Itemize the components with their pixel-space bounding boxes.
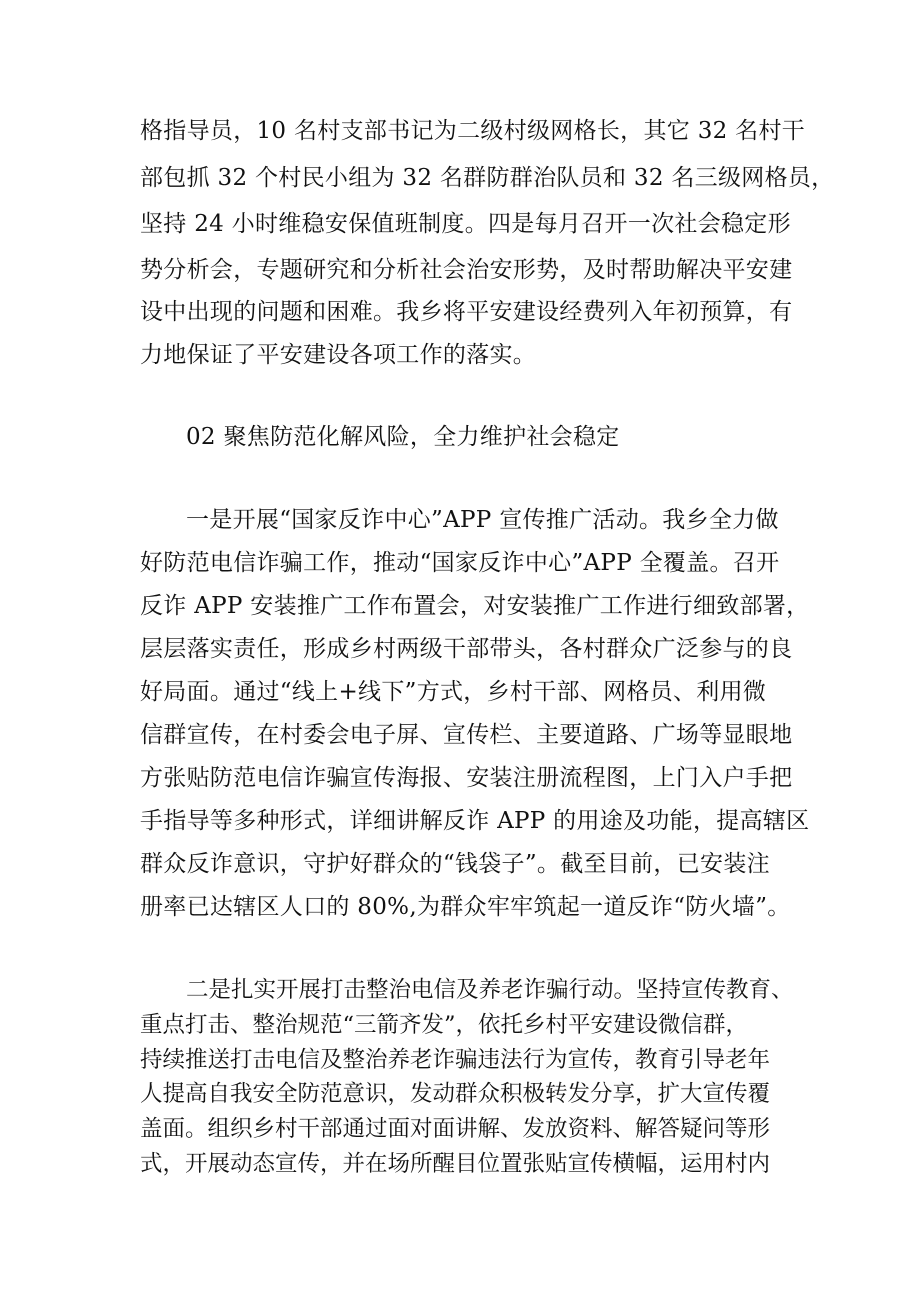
paragraph-line: 信群宣传，在村委会电子屏、宣传栏、主要道路、广场等显眼地 — [140, 722, 793, 748]
paragraph-line: 重点打击、整治规范“三箭齐发”，依托乡村平安建设微信群， — [140, 1012, 749, 1038]
paragraph-line: 人提高自我安全防范意识，发动群众积极转发分享，扩大宣传覆 — [140, 1081, 771, 1107]
paragraph-line: 式，开展动态宣传，并在场所醒目位置张贴宣传横幅，运用村内 — [140, 1151, 771, 1177]
paragraph-line: 势分析会，专题研究和分析社会治安形势，及时帮助解决平安建 — [140, 257, 793, 283]
paragraph-line: 方张贴防范电信诈骗宣传海报、安装注册流程图，上门入户手把 — [140, 765, 793, 791]
paragraph-line: 二是扎实开展打击整治电信及养老诈骗行动。坚持宣传教育、 — [186, 977, 794, 1003]
paragraph-line: 反诈 APP 安装推广工作布置会，对安装推广工作进行细致部署， — [140, 593, 810, 619]
paragraph-line: 一是开展“国家反诈中心”APP 宣传推广活动。我乡全力做 — [186, 507, 779, 533]
paragraph-line: 册率已达辖区人口的 80%,为群众牢牢筑起一道反诈“防火墙”。 — [140, 894, 791, 920]
paragraph-line: 格指导员，10 名村支部书记为二级村级网格长，其它 32 名村干 — [140, 118, 806, 144]
paragraph-line: 设中出现的问题和困难。我乡将平安建设经费列入年初预算，有 — [140, 299, 793, 325]
paragraph-line: 群众反诈意识，守护好群众的“钱袋子”。截至目前，已安装注 — [140, 851, 770, 877]
paragraph-line: 坚持 24 小时维稳安保值班制度。四是每月召开一次社会稳定形 — [140, 211, 791, 237]
paragraph-line: 好防范电信诈骗工作，推动“国家反诈中心”APP 全覆盖。召开 — [140, 550, 780, 576]
paragraph-line: 部包抓 32 个村民小组为 32 名群防群治队员和 32 名三级网格员， — [140, 165, 835, 191]
section-heading: 02 聚焦防范化解风险，全力维护社会稳定 — [186, 424, 620, 450]
paragraph-line: 盖面。组织乡村干部通过面对面讲解、发放资料、解答疑问等形 — [140, 1116, 771, 1142]
paragraph-line: 力地保证了平安建设各项工作的落实。 — [140, 342, 537, 368]
paragraph-line: 好局面。通过“线上+线下”方式，乡村干部、网格员、利用微 — [140, 679, 767, 705]
paragraph-line: 层层落实责任，形成乡村两级干部带头，各村群众广泛参与的良 — [140, 636, 793, 662]
paragraph-line: 持续推送打击电信及整治养老诈骗违法行为宣传，教育引导老年 — [140, 1047, 771, 1073]
paragraph-line: 手指导等多种形式，详细讲解反诈 APP 的用途及功能，提高辖区 — [140, 808, 810, 834]
